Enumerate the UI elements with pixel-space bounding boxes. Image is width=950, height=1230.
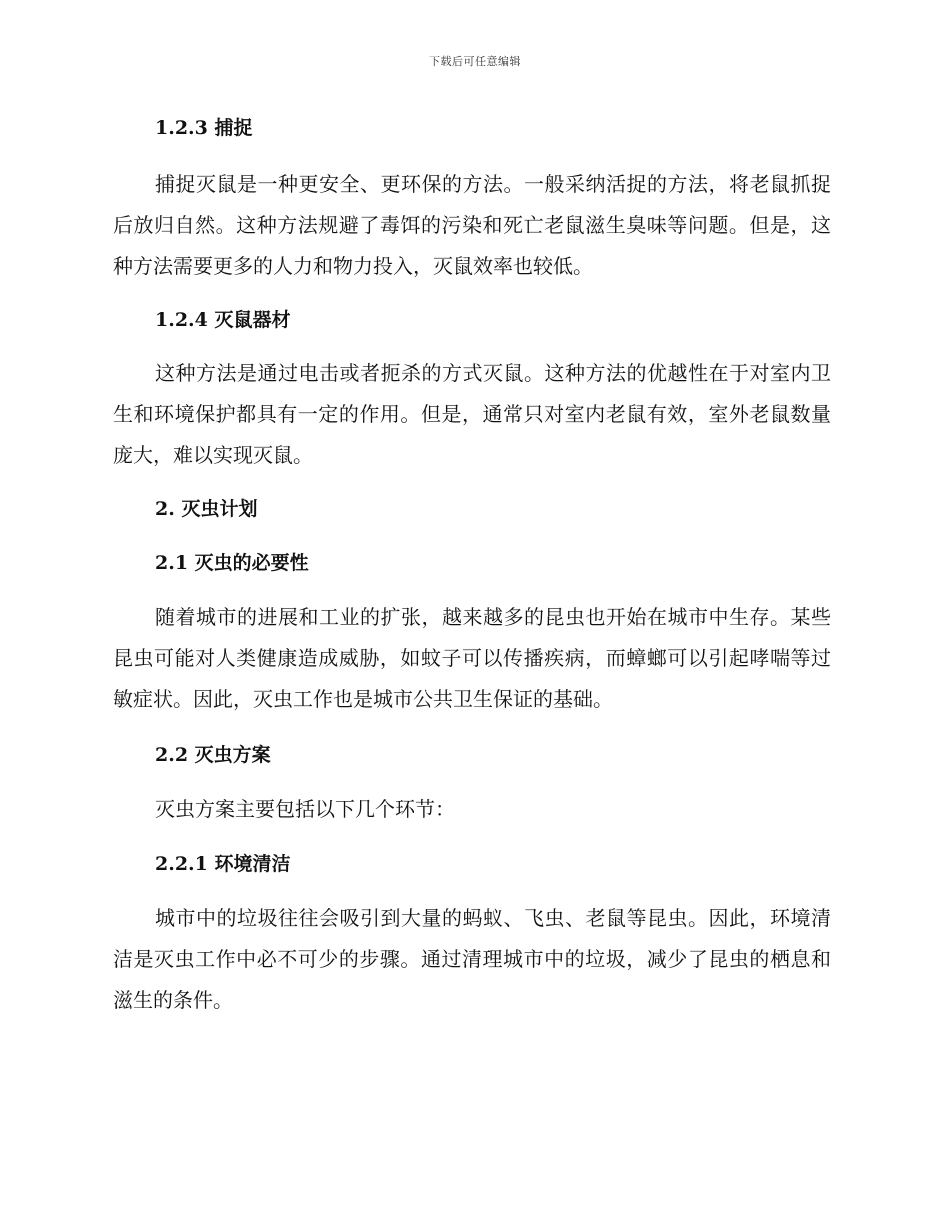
paragraph-2-1: 随着城市的进展和工业的扩张，越来越多的昆虫也开始在城市中生存。某些昆虫可能对人类健康造成威胁，如蚊子可以传播疾病，而蟑螂可以引起哮喘等过敏症状。因此，灭虫工作也是城市公共卫生保证的基础。: [113, 605, 831, 711]
heading-2: 2. 灭虫计划: [155, 498, 258, 520]
heading-1-2-3: 1.2.3 捕捉: [155, 117, 253, 139]
paragraph-2-2: 灭虫方案主要包括以下几个环节：: [155, 797, 455, 821]
heading-2-1: 2.1 灭虫的必要性: [155, 552, 309, 574]
paragraph-1-2-4: 这种方法是通过电击或者扼杀的方式灭鼠。这种方法的优越性在于对室内卫生和环境保护都具有一定的作用。但是，通常只对室内老鼠有效，室外老鼠数量庞大，难以实现灭鼠。: [113, 361, 831, 467]
document-body: [113, 110, 831, 1021]
heading-2-2: 2.2 灭虫方案: [155, 744, 271, 766]
paragraph-1-2-3: 捕捉灭鼠是一种更安全、更环保的方法。一般采纳活捉的方法，将老鼠抓捉后放归自然。这种方法规避了毒饵的污染和死亡老鼠滋生臭味等问题。但是，这种方法需要更多的人力和物力投入，灭鼠效率也较低。: [113, 172, 831, 278]
heading-1-2-4: 1.2.4 灭鼠器材: [155, 309, 291, 331]
paragraph-2-2-1: 城市中的垃圾往往会吸引到大量的蚂蚁、飞虫、老鼠等昆虫。因此，环境清洁是灭虫工作中必不可少的步骤。通过清理城市中的垃圾，减少了昆虫的栖息和滋生的条件。: [113, 906, 831, 1012]
header-note: 下载后可任意编辑: [429, 55, 521, 68]
heading-2-2-1: 2.2.1 环境清洁: [155, 853, 291, 875]
